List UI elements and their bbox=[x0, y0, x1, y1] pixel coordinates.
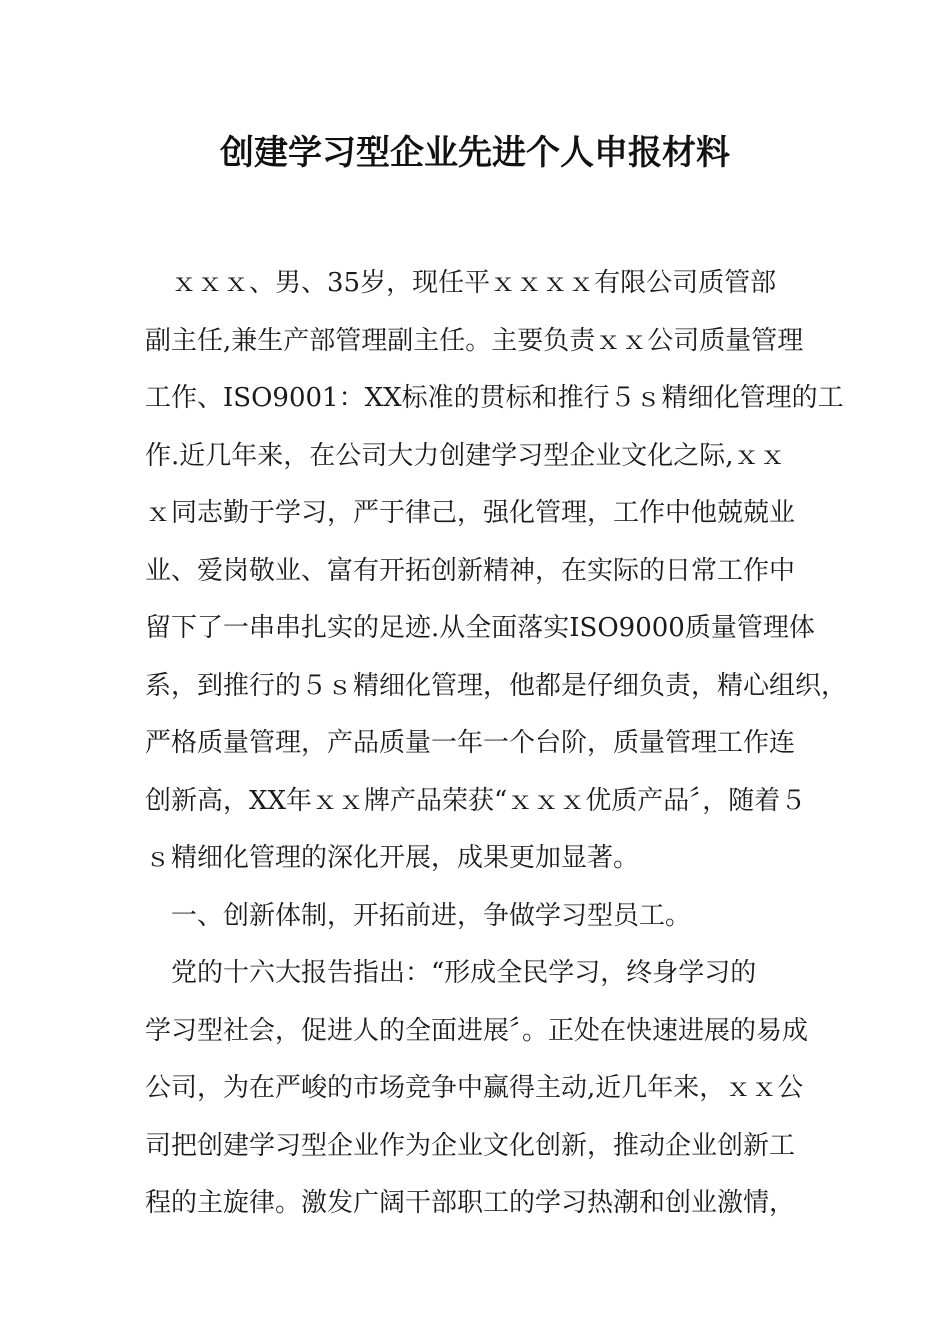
text-line: 严格质量管理，产品质量一年一个台阶，质量管理工作连 bbox=[145, 728, 796, 758]
text-line: ｘ同志勤于学习，严于律己，强化管理，工作中他兢兢业 bbox=[145, 498, 796, 528]
text-line: 学习型社会，促进人的全面进展〞。正处在快速进展的易成 bbox=[145, 1015, 809, 1046]
paragraph-intro bbox=[145, 255, 848, 888]
document-title: 创建学习型企业先进个人申报材料 bbox=[220, 133, 730, 173]
text-line: 留下了一串串扎实的足迹.从全面落实ISO9000质量管理体 bbox=[145, 613, 815, 643]
text-line: 党的十六大报告指出：“形成全民学习，终身学习的 bbox=[145, 958, 757, 988]
text-line: 创新高，XX年ｘｘ牌产品荣获“ｘｘｘ优质产品〞，随着５ bbox=[145, 785, 807, 816]
text-line: 工作、ISO9001：XX标准的贯标和推行５ｓ精细化管理的工 bbox=[145, 383, 844, 413]
paragraph-report bbox=[145, 945, 825, 1233]
text-line: 业、爱岗敬业、富有开拓创新精神，在实际的日常工作中 bbox=[145, 555, 796, 586]
text-line: 副主任,兼生产部管理副主任。主要负责ｘｘ公司质量管理 bbox=[145, 325, 804, 356]
paragraph-section-heading bbox=[145, 888, 825, 946]
text-line: 作.近几年来，在公司大力创建学习型企业文化之际,ｘｘ bbox=[145, 440, 786, 471]
document-body bbox=[145, 255, 848, 1233]
text-line: ｘｘｘ、男、35岁，现任平ｘｘｘｘ有限公司质管部 bbox=[145, 268, 777, 298]
text-line: 公司，为在严峻的市场竞争中赢得主动,近几年来，ｘｘ公 bbox=[145, 1073, 804, 1103]
text-line: ｓ精细化管理的深化开展，成果更加显著。 bbox=[145, 843, 640, 873]
text-line: 系，到推行的５ｓ精细化管理，他都是仔细负责，精心组织， bbox=[145, 670, 848, 701]
text-line: 程的主旋律。激发广阔干部职工的学习热潮和创业激情， bbox=[145, 1188, 796, 1218]
section-heading: 一、创新体制，开拓前进，争做学习型员工。 bbox=[145, 900, 692, 931]
text-line: 司把创建学习型企业作为企业文化创新，推动企业创新工 bbox=[145, 1130, 796, 1161]
